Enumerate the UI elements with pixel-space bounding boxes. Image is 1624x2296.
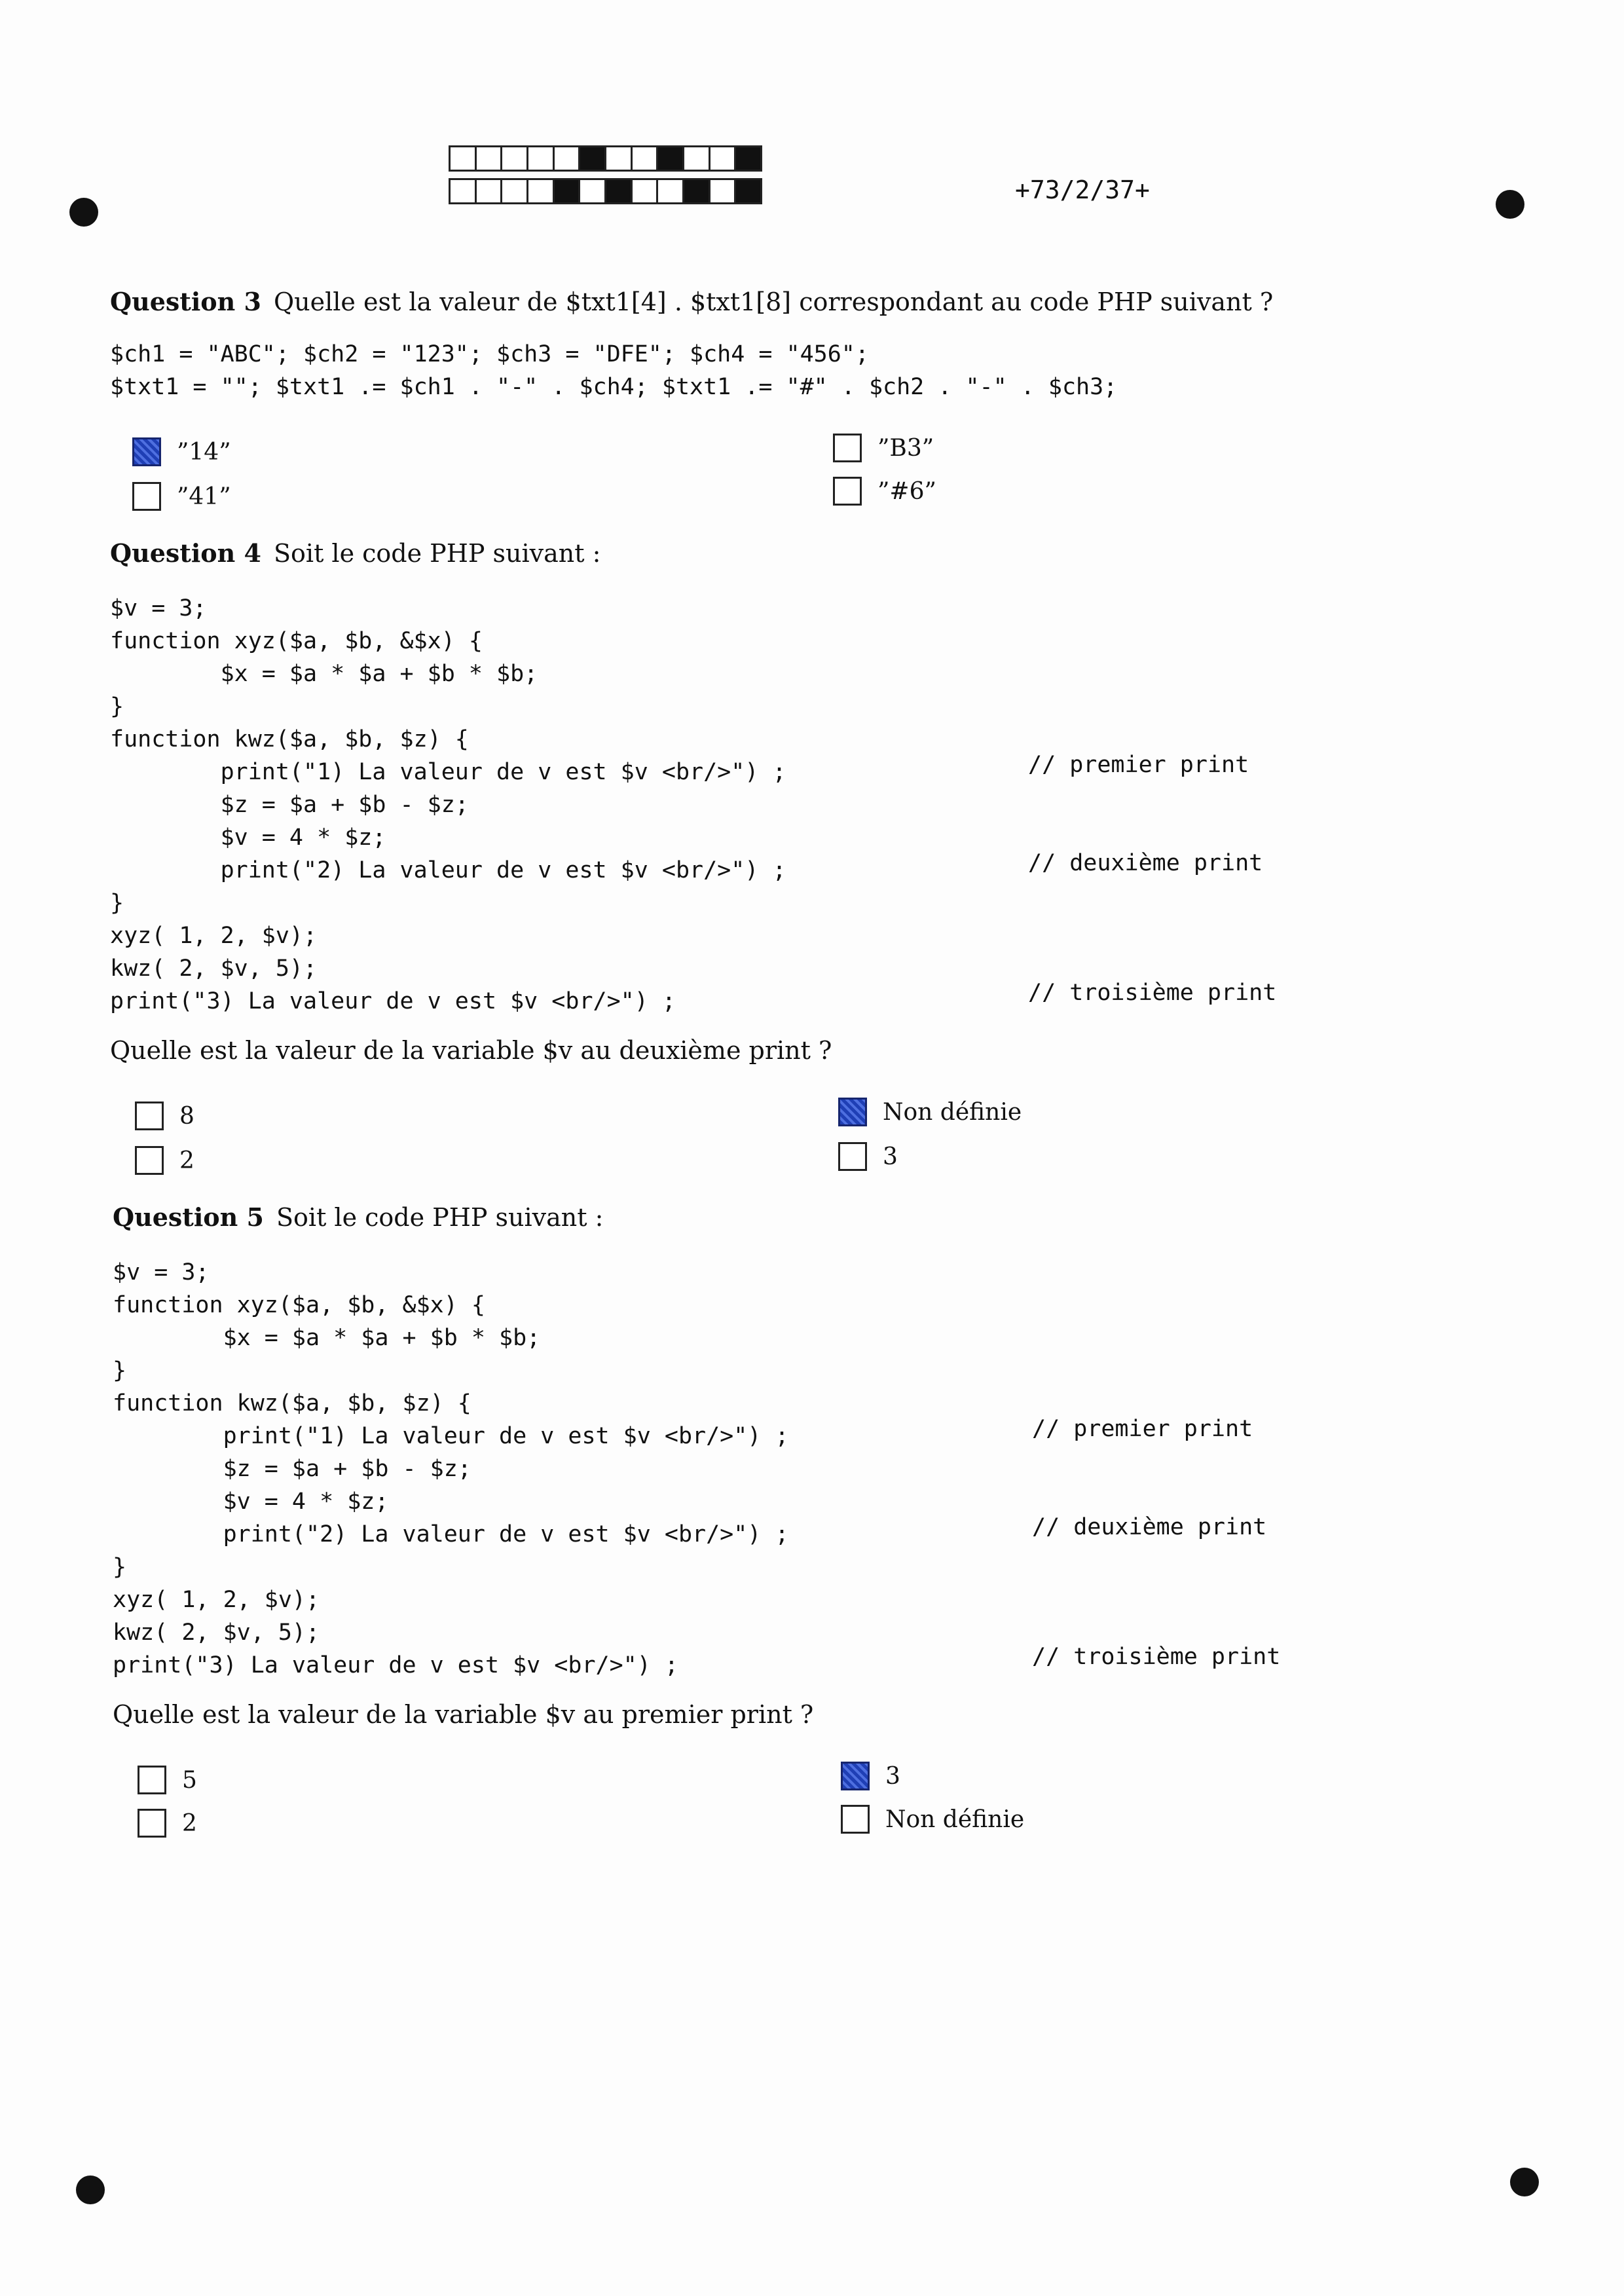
checkbox[interactable] (135, 1146, 164, 1175)
choice-label: ”B3” (877, 434, 934, 462)
question-label: Question 5 (113, 1202, 264, 1232)
question-text: Quelle est la valeur de $txt1[4] . $txt1[8] correspondant au code PHP suivant ? (274, 287, 1274, 316)
id-grid-cell-filled (604, 178, 633, 204)
question-prompt: Quelle est la valeur de la variable $v au premier print ? (113, 1700, 814, 1729)
choice-option[interactable] (138, 1809, 197, 1838)
checkbox[interactable] (132, 482, 161, 511)
id-grid-cell (449, 145, 477, 172)
id-grid-cell-filled (553, 178, 581, 204)
question-text: Soit le code PHP suivant : (274, 539, 601, 568)
id-grid-cell (682, 145, 710, 172)
choice-option[interactable] (135, 1102, 194, 1130)
checkbox[interactable] (838, 1142, 867, 1171)
id-grid-cell (604, 145, 633, 172)
page-serial: +73/2/37+ (1015, 176, 1150, 204)
id-grid-cell (578, 178, 606, 204)
question-label: Question 4 (110, 538, 261, 568)
id-grid-cell (631, 178, 659, 204)
code-comment: // premier print (1032, 1416, 1253, 1442)
code-comment: // deuxième print (1032, 1514, 1267, 1540)
question-text: Soit le code PHP suivant : (276, 1203, 604, 1232)
code-comment: // troisième print (1032, 1644, 1281, 1670)
id-grid-cell (656, 178, 684, 204)
choice-option[interactable] (838, 1142, 898, 1171)
code-block: $v = 3; function xyz($a, $b, &$x) { $x = $a * $a + $b * $b; } function kwz($a, $b, $z) { print("1) La valeur de v est $v <br/>") ; $z = $a + $b - $z; $v = 4 * $z; print("2) La valeur de v est $v <br/>") ; } xyz( 1, 2, $v); kwz( 2, $v, 5); print("3) La valeur de v est $v <br/>") ; (113, 1259, 789, 1678)
code-comment: // troisième print (1028, 980, 1277, 1006)
checkbox[interactable] (132, 437, 161, 466)
id-grid-cell (526, 145, 555, 172)
choice-label: 2 (182, 1809, 197, 1837)
code-block: $v = 3; function xyz($a, $b, &$x) { $x = $a * $a + $b * $b; } function kwz($a, $b, $z) { print("1) La valeur de v est $v <br/>") ; $z = $a + $b - $z; $v = 4 * $z; print("2) La valeur de v est $v <br/>") ; } xyz( 1, 2, $v); kwz( 2, $v, 5); print("3) La valeur de v est $v <br/>") ; (110, 595, 786, 1014)
question-3-header (110, 287, 1273, 316)
id-grid-cell (709, 178, 737, 204)
checkbox[interactable] (841, 1805, 870, 1834)
id-grid-cell (449, 178, 477, 204)
id-grid-cell (709, 145, 737, 172)
checkbox[interactable] (138, 1809, 166, 1838)
id-grid-cell (475, 178, 503, 204)
id-grid-cell-filled (734, 145, 762, 172)
checkbox[interactable] (135, 1102, 164, 1130)
choice-option[interactable] (135, 1146, 194, 1175)
choice-label: 5 (182, 1766, 197, 1794)
choice-option[interactable] (838, 1098, 1022, 1126)
id-grid-cell-filled (578, 145, 606, 172)
choice-label: 3 (885, 1762, 900, 1790)
registration-dot-bottom-right (1510, 2168, 1539, 2196)
id-grid-row-2 (451, 178, 762, 204)
id-grid-cell-filled (734, 178, 762, 204)
id-grid-cell (500, 145, 528, 172)
checkbox[interactable] (841, 1762, 870, 1790)
code-block: $ch1 = "ABC"; $ch2 = "123"; $ch3 = "DFE"; $ch4 = "456"; $txt1 = ""; $txt1 .= $ch1 . "-" . $ch4; $txt1 .= "#" . $ch2 . "-" . $ch3; (110, 341, 1118, 400)
id-grid-cell (631, 145, 659, 172)
choice-label: ”14” (177, 438, 231, 466)
id-grid-cell-filled (682, 178, 710, 204)
choice-label: Non définie (883, 1098, 1022, 1126)
id-grid-cell (553, 145, 581, 172)
choice-option[interactable] (138, 1766, 197, 1794)
choice-option[interactable] (841, 1762, 900, 1790)
question-prompt: Quelle est la valeur de la variable $v au deuxième print ? (110, 1036, 832, 1065)
id-grid-row-1 (451, 145, 762, 172)
id-grid-cell (475, 145, 503, 172)
code-comment: // premier print (1028, 752, 1249, 778)
choice-label: ”41” (177, 483, 231, 510)
id-grid-cell-filled (656, 145, 684, 172)
registration-dot-bottom-left (76, 2176, 105, 2204)
choice-label: 2 (179, 1147, 194, 1174)
choice-option[interactable] (833, 477, 936, 506)
choice-label: 8 (179, 1102, 194, 1130)
question-label: Question 3 (110, 287, 261, 316)
code-comment: // deuxième print (1028, 850, 1263, 876)
checkbox[interactable] (838, 1098, 867, 1126)
choice-option[interactable] (833, 434, 934, 462)
id-grid-cell (500, 178, 528, 204)
checkbox[interactable] (833, 434, 862, 462)
choice-label: ”#6” (877, 477, 936, 505)
choice-label: Non définie (885, 1805, 1025, 1833)
choice-option[interactable] (841, 1805, 1024, 1834)
checkbox[interactable] (833, 477, 862, 506)
choice-option[interactable] (132, 482, 231, 511)
choice-label: 3 (883, 1143, 898, 1170)
registration-dot-top-right (1496, 190, 1524, 219)
question-4-header (110, 538, 600, 568)
choice-option[interactable] (132, 437, 231, 466)
checkbox[interactable] (138, 1766, 166, 1794)
id-grid-cell (526, 178, 555, 204)
question-5-header (113, 1202, 603, 1232)
registration-dot-top-left (69, 198, 98, 227)
